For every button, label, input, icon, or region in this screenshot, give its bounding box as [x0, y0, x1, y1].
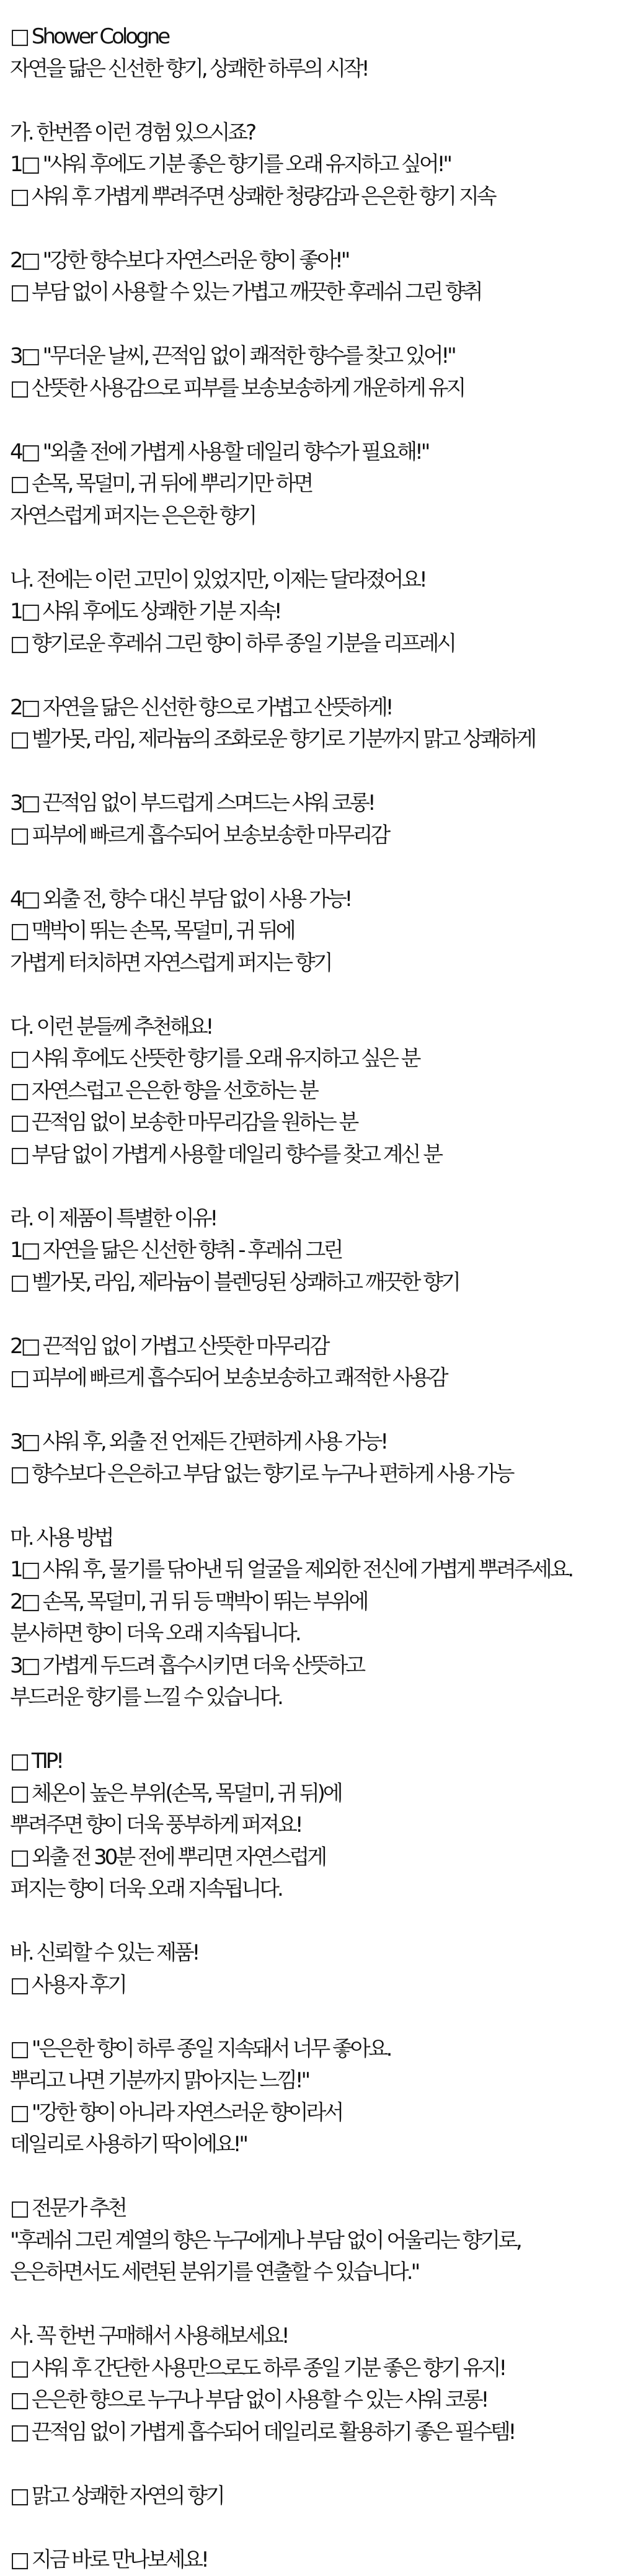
text-line: □ "은은한 향이 하루 종일 지속돼서 너무 좋아요.	[10, 2033, 620, 2066]
text-line: 가. 한번쯤 이런 경험 있으시죠?	[10, 117, 620, 149]
text-line: 부드러운 향기를 느낄 수 있습니다.	[10, 1682, 620, 1714]
text-line: 바. 신뢰할 수 있는 제품!	[10, 1937, 620, 1970]
text-line: 데일리로 사용하기 딱이에요!"	[10, 2129, 620, 2161]
text-line: 3□ 샤워 후, 외출 전 언제든 간편하게 사용 가능!	[10, 1426, 620, 1459]
text-line: 1□ 자연을 닮은 신선한 향취 - 후레쉬 그린	[10, 1235, 620, 1267]
text-line: □ 부담 없이 가볍게 사용할 데일리 향수를 찾고 계신 분	[10, 1139, 620, 1171]
blank-line	[10, 309, 620, 341]
blank-line	[10, 1171, 620, 1203]
blank-line	[10, 851, 620, 884]
text-line: "후레쉬 그린 계열의 향은 누구에게나 부담 없이 어울리는 향기로,	[10, 2225, 620, 2257]
blank-line	[10, 213, 620, 245]
blank-line	[10, 1714, 620, 1746]
text-line: □ 피부에 빠르게 흡수되어 보송보송한 마무리감	[10, 820, 620, 852]
text-line: 3□ 가볍게 두드려 흡수시키면 더욱 산뜻하고	[10, 1650, 620, 1682]
text-line: □ 사용자 후기	[10, 1970, 620, 2002]
text-line: □ 샤워 후에도 산뜻한 향기를 오래 유지하고 싶은 분	[10, 1043, 620, 1075]
text-line: 사. 꼭 한번 구매해서 사용해보세요!	[10, 2321, 620, 2353]
blank-line	[10, 1490, 620, 1522]
blank-line	[10, 532, 620, 564]
text-line: □ 자연스럽고 은은한 향을 선호하는 분	[10, 1075, 620, 1108]
blank-line	[10, 2001, 620, 2033]
text-line: □ 전문가 추천	[10, 2193, 620, 2225]
text-line: 4□ 외출 전, 향수 대신 부담 없이 사용 가능!	[10, 884, 620, 916]
text-line: 4□ "외출 전에 가볍게 사용할 데일리 향수가 필요해!"	[10, 437, 620, 469]
text-line: 2□ "강한 향수보다 자연스러운 향이 좋아!"	[10, 245, 620, 277]
text-line: □ 벨가못, 라임, 제라늄이 블렌딩된 상쾌하고 깨끗한 향기	[10, 1267, 620, 1299]
text-line: 1□ 샤워 후, 물기를 닦아낸 뒤 얼굴을 제외한 전신에 가볍게 뿌려주세요.	[10, 1554, 620, 1586]
text-line: □ 끈적임 없이 보송한 마무리감을 원하는 분	[10, 1107, 620, 1139]
text-line: □ 손목, 목덜미, 귀 뒤에 뿌리기만 하면	[10, 468, 620, 500]
text-line: □ 샤워 후 간단한 사용만으로도 하루 종일 기분 좋은 향기 유지!	[10, 2353, 620, 2385]
text-line: 뿌려주면 향이 더욱 풍부하게 퍼져요!	[10, 1810, 620, 1842]
text-line: 1□ 샤워 후에도 상쾌한 기분 지속!	[10, 596, 620, 628]
blank-line	[10, 2448, 620, 2481]
text-line: □ 부담 없이 사용할 수 있는 가볍고 깨끗한 후레쉬 그린 향취	[10, 277, 620, 309]
text-line: □ 샤워 후 가볍게 뿌려주면 상쾌한 청량감과 은은한 향기 지속	[10, 181, 620, 213]
text-line: 나. 전에는 이런 고민이 있었지만, 이제는 달라졌어요!	[10, 564, 620, 597]
text-line: □ 외출 전 30분 전에 뿌리면 자연스럽게	[10, 1842, 620, 1874]
blank-line	[10, 1906, 620, 1938]
text-line: □ 끈적임 없이 가볍게 흡수되어 데일리로 활용하기 좋은 필수템!	[10, 2417, 620, 2449]
blank-line	[10, 1395, 620, 1427]
text-line: 라. 이 제품이 특별한 이유!	[10, 1203, 620, 1235]
text-line: 3□ "무더운 날씨, 끈적임 없이 쾌적한 향수를 찾고 있어!"	[10, 340, 620, 373]
text-line: 퍼지는 향이 더욱 오래 지속됩니다.	[10, 1873, 620, 1906]
text-line: □ 피부에 빠르게 흡수되어 보송보송하고 쾌적한 사용감	[10, 1362, 620, 1395]
blank-line	[10, 2512, 620, 2544]
blank-line	[10, 2289, 620, 2321]
text-line: □ 벨가못, 라임, 제라늄의 조화로운 향기로 기분까지 맑고 상쾌하게	[10, 724, 620, 756]
blank-line	[10, 756, 620, 788]
text-line: 자연을 닮은 신선한 향기, 상쾌한 하루의 시작!	[10, 53, 620, 86]
text-line: 3□ 끈적임 없이 부드럽게 스며드는 샤워 코롱!	[10, 788, 620, 820]
text-line: 1□ "샤워 후에도 기분 좋은 향기를 오래 유지하고 싶어!"	[10, 149, 620, 181]
text-line: □ "강한 향이 아니라 자연스러운 향이라서	[10, 2097, 620, 2130]
text-line: 2□ 손목, 목덜미, 귀 뒤 등 맥박이 뛰는 부위에	[10, 1586, 620, 1619]
blank-line	[10, 2161, 620, 2193]
text-line: 뿌리고 나면 기분까지 맑아지는 느낌!"	[10, 2065, 620, 2097]
text-line: □ 향기로운 후레쉬 그린 향이 하루 종일 기분을 리프레시	[10, 628, 620, 660]
text-line: □ 지금 바로 만나보세요!	[10, 2544, 620, 2576]
text-line: 2□ 끈적임 없이 가볍고 산뜻한 마무리감	[10, 1331, 620, 1363]
text-line: 가볍게 터치하면 자연스럽게 퍼지는 향기	[10, 948, 620, 980]
blank-line	[10, 85, 620, 117]
text-line: 은은하면서도 세련된 분위기를 연출할 수 있습니다."	[10, 2257, 620, 2289]
text-line: □ Shower Cologne	[10, 21, 620, 53]
text-line: □ 향수보다 은은하고 부담 없는 향기로 누구나 편하게 사용 가능	[10, 1459, 620, 1491]
text-line: □ 맑고 상쾌한 자연의 향기	[10, 2481, 620, 2513]
text-line: □ 산뜻한 사용감으로 피부를 보송보송하게 개운하게 유지	[10, 373, 620, 405]
text-line: 마. 사용 방법	[10, 1522, 620, 1555]
blank-line	[10, 404, 620, 437]
text-line: □ 맥박이 뛰는 손목, 목덜미, 귀 뒤에	[10, 915, 620, 948]
text-line: 다. 이런 분들께 추천해요!	[10, 1011, 620, 1044]
text-line: 자연스럽게 퍼지는 은은한 향기	[10, 500, 620, 533]
blank-line	[10, 1299, 620, 1331]
blank-line	[10, 979, 620, 1011]
blank-line	[10, 660, 620, 692]
text-line: □ 체온이 높은 부위(손목, 목덜미, 귀 뒤)에	[10, 1778, 620, 1810]
text-line: 2□ 자연을 닮은 신선한 향으로 가볍고 산뜻하게!	[10, 692, 620, 724]
text-line: □ TIP!	[10, 1746, 620, 1778]
text-line: 분사하면 향이 더욱 오래 지속됩니다.	[10, 1618, 620, 1650]
text-line: □ 은은한 향으로 누구나 부담 없이 사용할 수 있는 샤워 코롱!	[10, 2384, 620, 2417]
